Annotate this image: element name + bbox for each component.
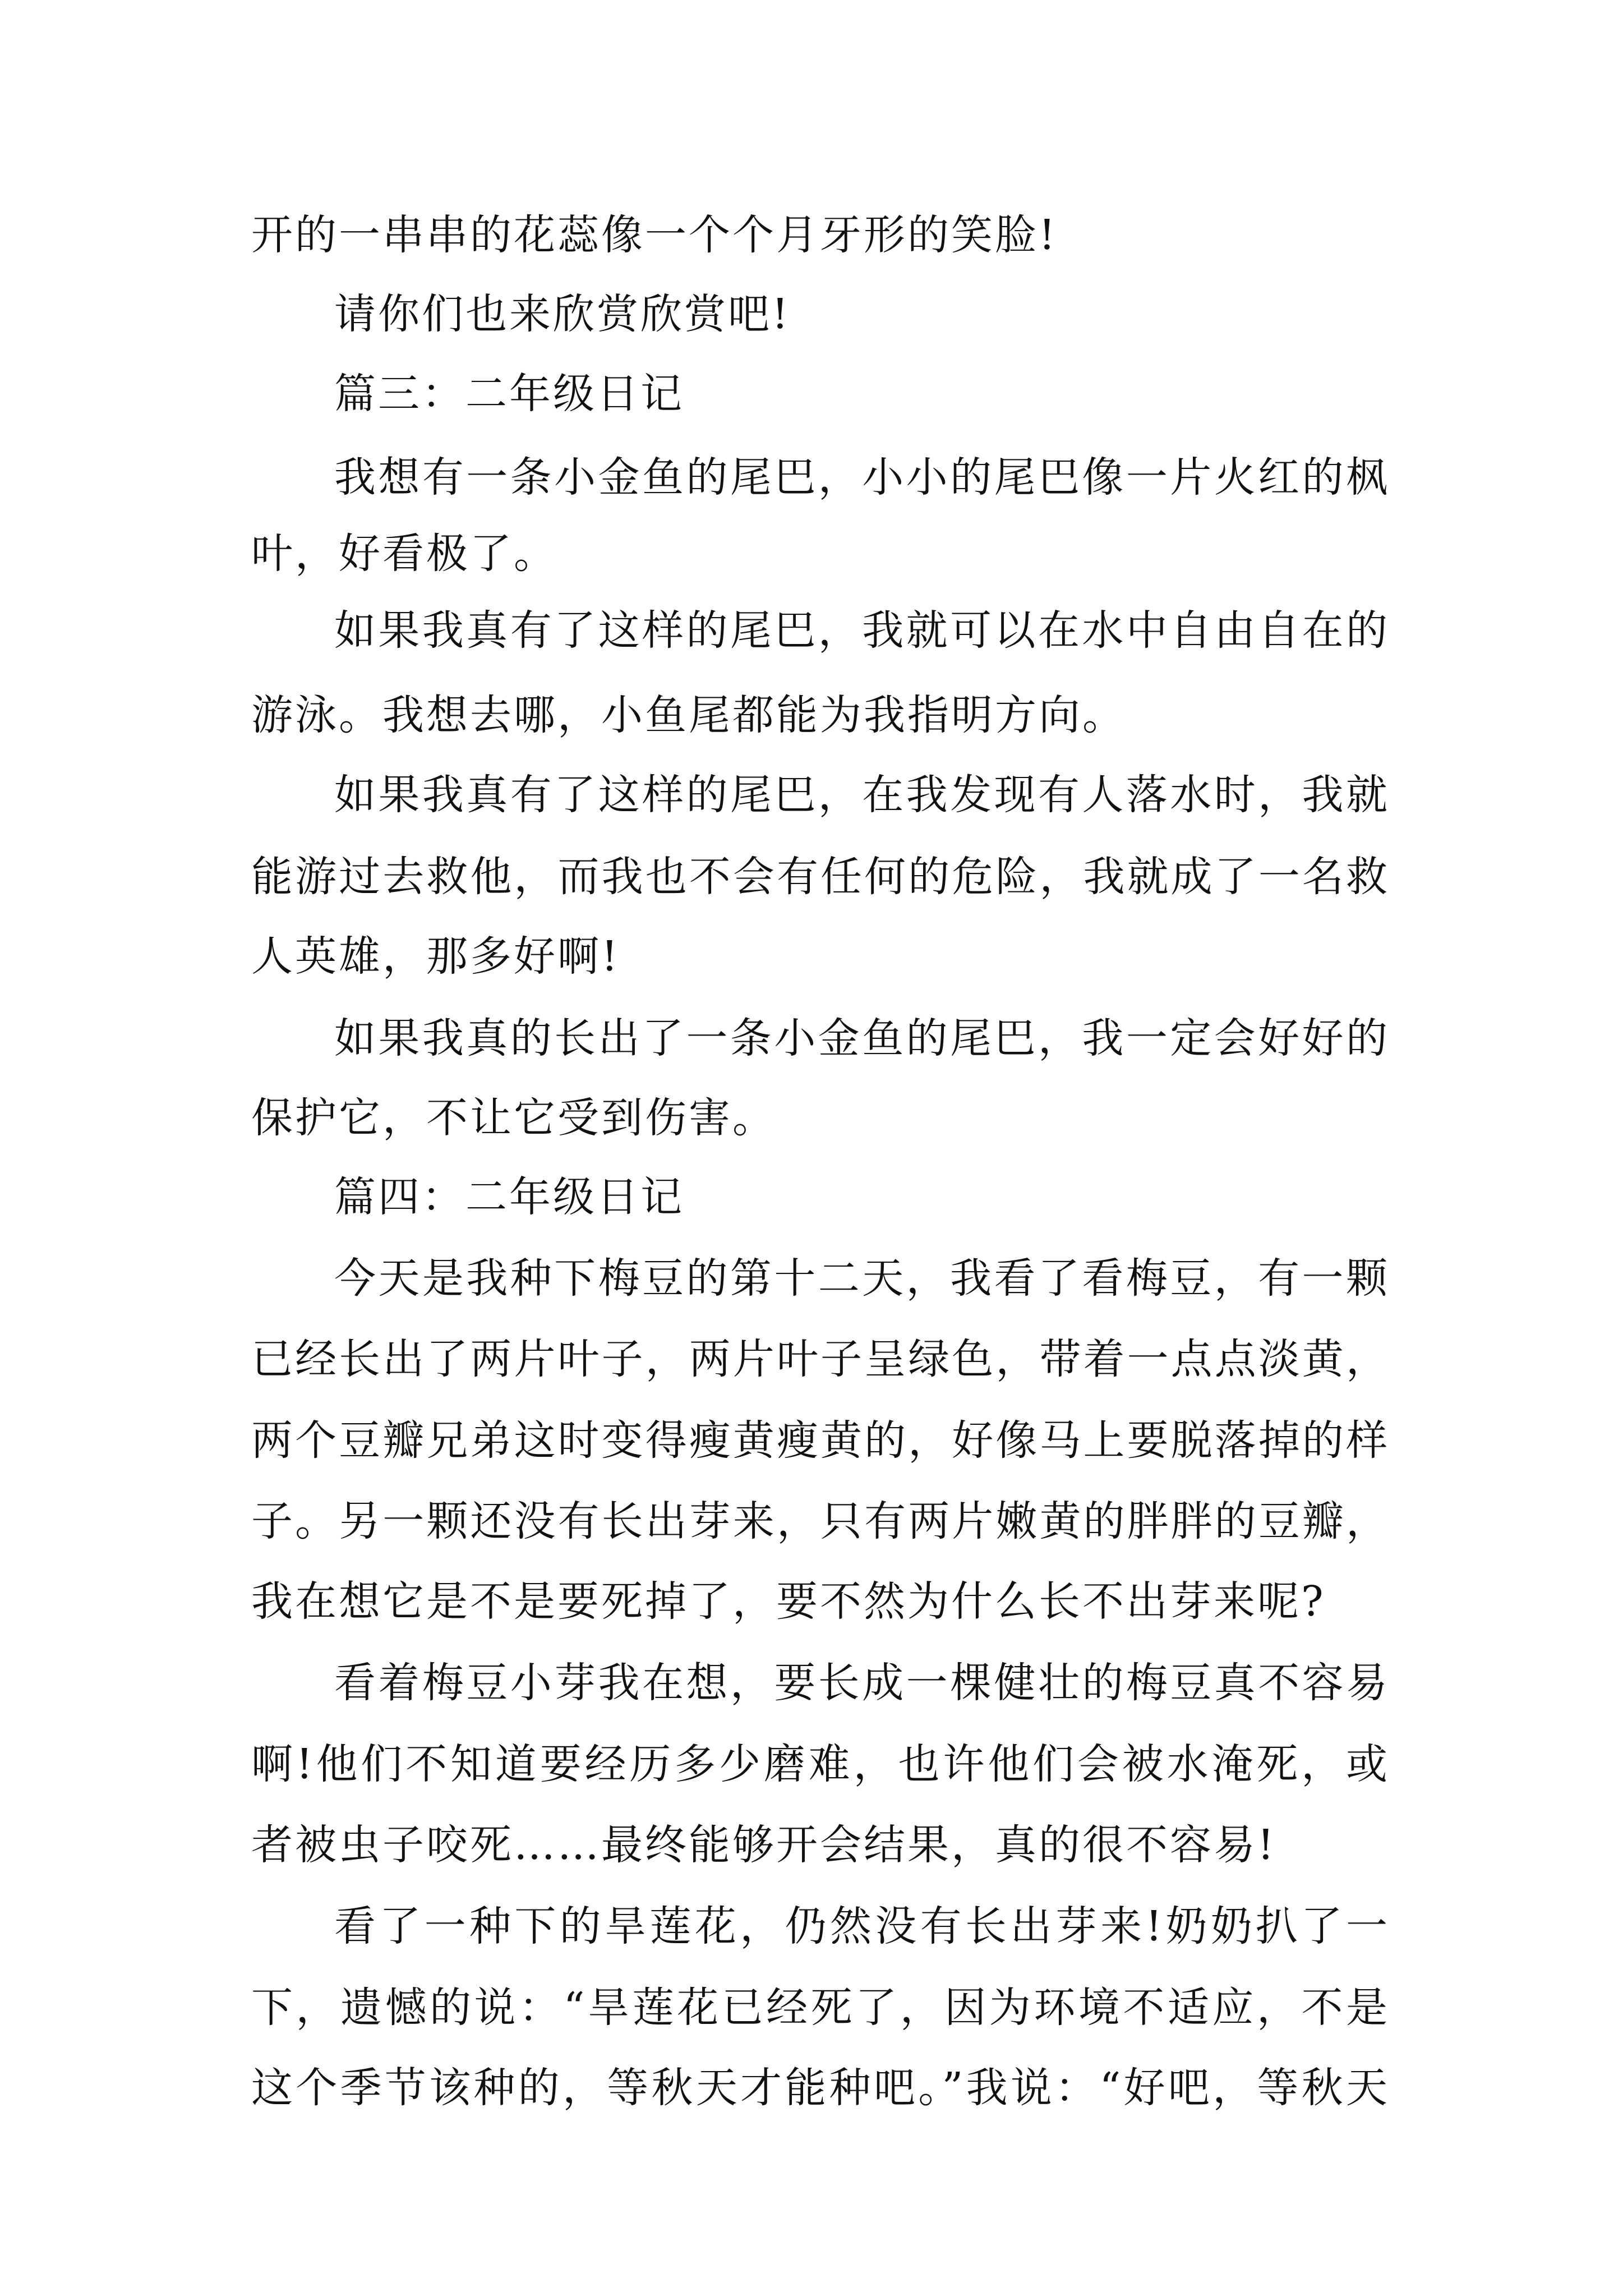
- text-line: 两个豆瓣兄弟这时变得瘦黄瘦黄的，好像马上要脱落掉的样: [251, 1416, 1390, 1465]
- text-line: 请你们也来欣赏欣赏吧!: [334, 290, 791, 338]
- text-line: 这个季节该种的，等秋天才能种吧。”我说：“好吧，等秋天: [251, 2064, 1390, 2112]
- text-line: 开的一串串的花蕊像一个个月牙形的笑脸!: [251, 211, 1058, 259]
- text-line: 看了一种下的旱莲花，仍然没有长出芽来!奶奶扒了一: [334, 1902, 1390, 1950]
- text-line: 下，遗憾的说：“旱莲花已经死了，因为环境不适应，不是: [251, 1984, 1390, 2032]
- text-line: 如果我真有了这样的尾巴，我就可以在水中自由自在的: [334, 606, 1390, 655]
- text-line: 已经长出了两片叶子，两片叶子呈绿色，带着一点点淡黄，: [251, 1335, 1390, 1383]
- text-line: 叶，好看极了。: [251, 530, 557, 578]
- text-line: 啊!他们不知道要经历多少磨难，也许他们会被水淹死，或: [251, 1740, 1390, 1788]
- text-line: 人英雄，那多好啊!: [251, 932, 620, 981]
- text-line: 能游过去救他，而我也不会有任何的危险，我就成了一名救: [251, 853, 1390, 901]
- text-line: 保护它，不让它受到伤害。: [251, 1094, 776, 1142]
- section-heading: 篇三：二年级日记: [334, 370, 684, 418]
- text-line: 者被虫子咬死……最终能够开会结果，真的很不容易!: [251, 1821, 1276, 1869]
- text-line: 今天是我种下梅豆的第十二天，我看了看梅豆，有一颗: [334, 1254, 1390, 1303]
- text-line: 游泳。我想去哪，小鱼尾都能为我指明方向。: [251, 691, 1126, 739]
- text-line: 如果我真有了这样的尾巴，在我发现有人落水时，我就: [334, 771, 1390, 819]
- text-line: 我想有一条小金鱼的尾巴，小小的尾巴像一片火红的枫: [334, 453, 1390, 501]
- section-heading: 篇四：二年级日记: [334, 1173, 684, 1221]
- text-line: 子。另一颗还没有长出芽来，只有两片嫩黄的胖胖的豆瓣，: [251, 1497, 1390, 1545]
- text-line: 如果我真的长出了一条小金鱼的尾巴，我一定会好好的: [334, 1014, 1390, 1062]
- text-line: 我在想它是不是要死掉了，要不然为什么长不出芽来呢?: [251, 1577, 1326, 1626]
- text-line: 看着梅豆小芽我在想，要长成一棵健壮的梅豆真不容易: [334, 1659, 1390, 1707]
